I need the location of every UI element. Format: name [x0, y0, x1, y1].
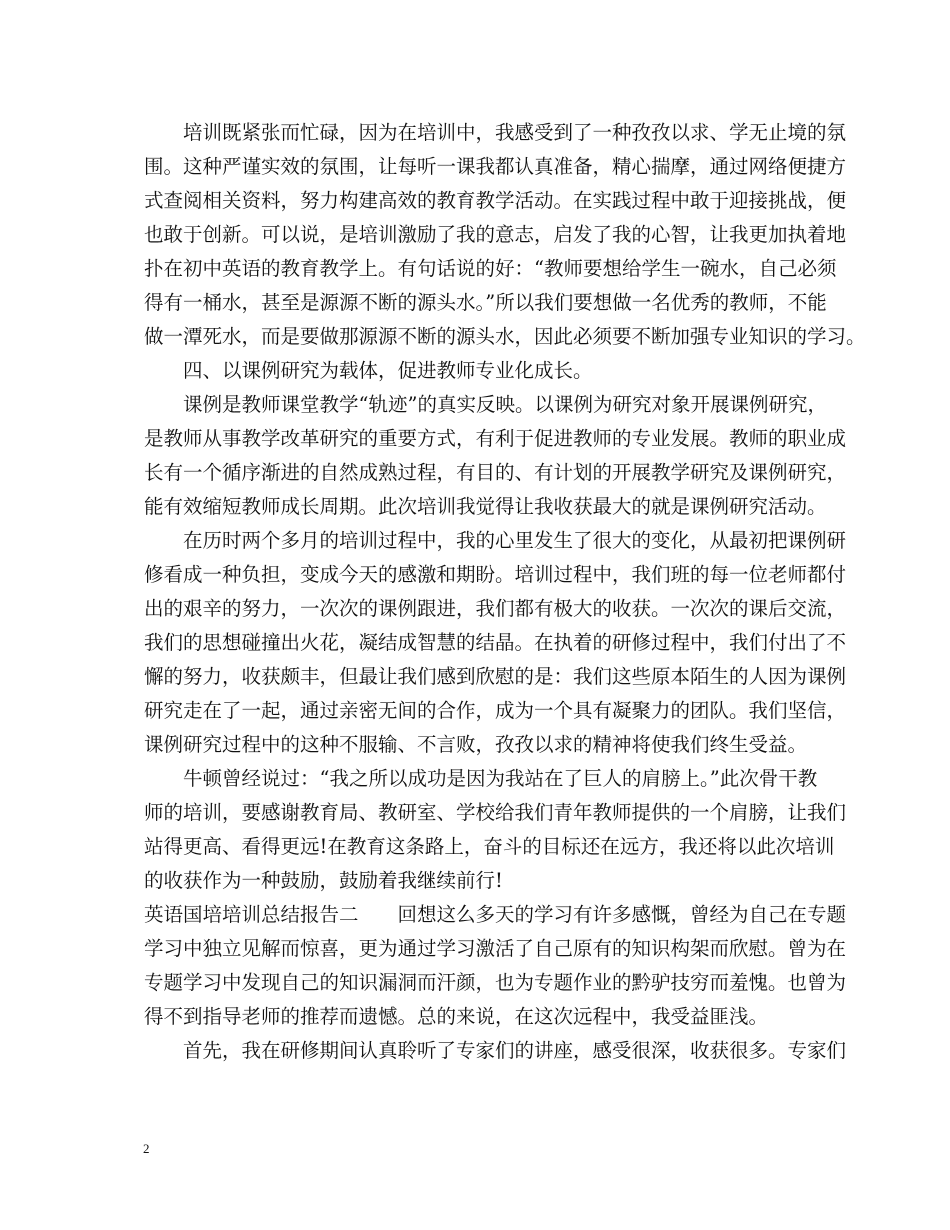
text-line: 在历时两个多月的培训过程中，我的心里发生了很大的变化，从最初把课例研 — [183, 529, 847, 552]
text-line: 围。这种严谨实效的氛围，让每听一课我都认真准备，精心揣摩，通过网络便捷方 — [144, 155, 847, 178]
text-line: 学习中独立见解而惊喜，更为通过学习激活了自己原有的知识构架而欣慰。曾为在 — [144, 937, 847, 960]
text-line: 能有效缩短教师成长周期。此次培训我觉得让我收获最大的就是课例研究活动。 — [144, 495, 827, 518]
text-line: 是教师从事教学改革研究的重要方式，有利于促进教师的专业发展。教师的职业成 — [144, 427, 847, 450]
text-line: 培训既紧张而忙碌，因为在培训中，我感受到了一种孜孜以求、学无止境的氛 — [183, 121, 847, 144]
text-line: 得有一桶水，甚至是源源不断的源头水。”所以我们要想做一名优秀的教师，不能 — [144, 291, 827, 314]
text-line: 式查阅相关资料，努力构建高效的教育教学活动。在实践过程中敢于迎接挑战，便 — [144, 189, 847, 212]
text-line: 我们的思想碰撞出火花，凝结成智慧的结晶。在执着的研修过程中，我们付出了不 — [144, 631, 847, 654]
text-line: 研究走在了一起，通过亲密无间的合作，成为一个具有凝聚力的团队。我们坚信， — [144, 699, 847, 722]
text-line: 站得更高、看得更远!在教育这条路上，奋斗的目标还在远方，我还将以此次培训 — [144, 835, 835, 858]
text-line: 课例是教师课堂教学“轨迹”的真实反映。以课例为研究对象开展课例研究， — [183, 393, 827, 416]
text-line: 师的培训，要感谢教育局、教研室、学校给我们青年教师提供的一个肩膀，让我们 — [144, 801, 847, 824]
text-line: 四、以课例研究为载体，促进教师专业化成长。 — [183, 359, 593, 382]
page-number: 2 — [143, 1141, 150, 1156]
text-line: 出的艰辛的努力，一次次的课例跟进，我们都有极大的收获。一次次的课后交流， — [144, 597, 847, 620]
text-line: 扑在初中英语的教育教学上。有句话说的好：“教师要想给学生一碗水，自己必须 — [144, 257, 837, 280]
text-line: 也敢于创新。可以说，是培训激励了我的意志，启发了我的心智，让我更加执着地 — [144, 223, 847, 246]
text-line: 专题学习中发现自己的知识漏洞而汗颜，也为专题作业的黔驴技穷而羞愧。也曾为 — [144, 971, 847, 994]
text-line: 长有一个循序渐进的自然成熟过程，有目的、有计划的开展教学研究及课例研究， — [144, 461, 847, 484]
text-line: 英语国培培训总结报告二 回想这么多天的学习有许多感慨，曾经为自己在专题 — [144, 903, 847, 926]
text-line: 牛顿曾经说过：“我之所以成功是因为我站在了巨人的肩膀上。”此次骨干教 — [183, 767, 818, 790]
text-line: 得不到指导老师的推荐而遗憾。总的来说，在这次远程中，我受益匪浅。 — [144, 1005, 769, 1028]
text-line: 修看成一种负担，变成今天的感激和期盼。培训过程中，我们班的每一位老师都付 — [144, 563, 847, 586]
text-line: 课例研究过程中的这种不服输、不言败，孜孜以求的精神将使我们终生受益。 — [144, 733, 808, 756]
document-body — [144, 116, 866, 1068]
text-line: 懈的努力，收获颇丰，但最让我们感到欣慰的是：我们这些原本陌生的人因为课例 — [144, 665, 847, 688]
text-line: 的收获作为一种鼓励，鼓励着我继续前行! — [144, 869, 503, 892]
text-line: 做一潭死水，而是要做那源源不断的源头水，因此必须要不断加强专业知识的学习。 — [144, 325, 866, 348]
text-line: 首先，我在研修期间认真聆听了专家们的讲座，感受很深，收获很多。专家们 — [183, 1039, 847, 1062]
